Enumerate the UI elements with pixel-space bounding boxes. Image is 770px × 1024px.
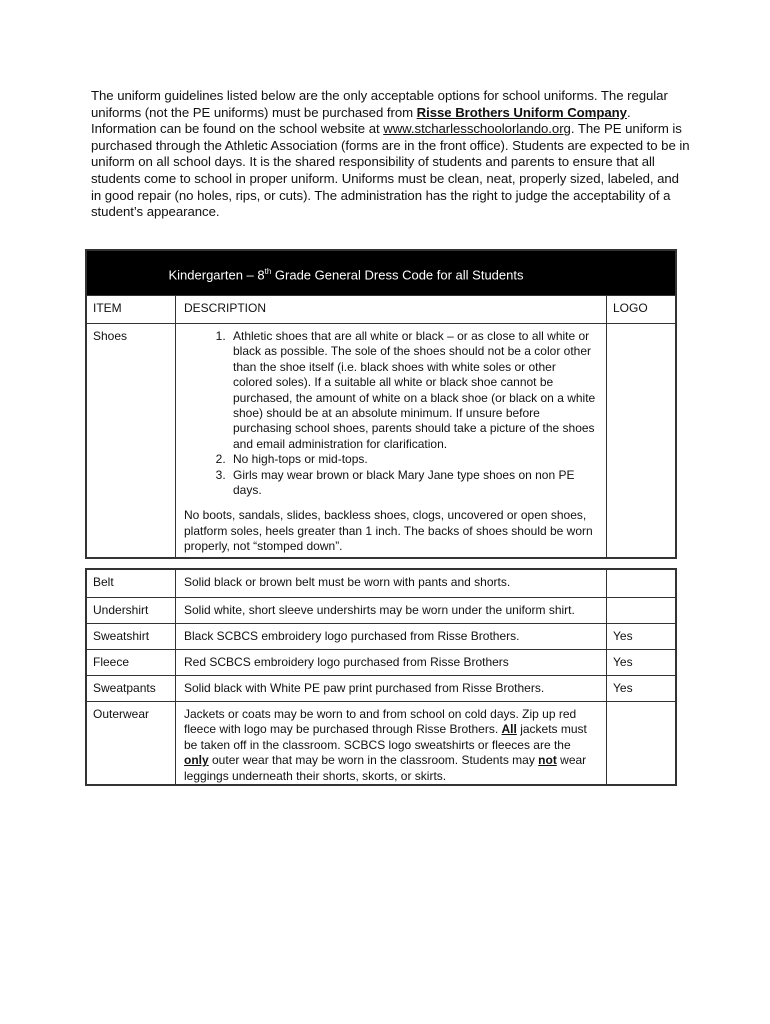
item-cell: Sweatshirt <box>86 624 176 650</box>
item-cell: Sweatpants <box>86 676 176 702</box>
table-row <box>86 598 676 624</box>
header-description: DESCRIPTION <box>176 296 607 324</box>
item-cell: Belt <box>86 569 176 598</box>
table-row <box>86 702 676 786</box>
column-header-row <box>86 296 676 324</box>
description-cell: Solid black or brown belt must be worn with pants and shorts. <box>176 569 607 598</box>
item-cell: Outerwear <box>86 702 176 786</box>
table-title: Kindergarten – 8th Grade General Dress Code for all Students <box>86 250 676 296</box>
description-cell: Solid black with White PE paw print purchased from Risse Brothers. <box>176 676 607 702</box>
description-cell: Red SCBCS embroidery logo purchased from Risse Brothers <box>176 650 607 676</box>
item-cell: Fleece <box>86 650 176 676</box>
item-cell: Undershirt <box>86 598 176 624</box>
description-cell: Solid white, short sleeve undershirts may be worn under the uniform shirt. <box>176 598 607 624</box>
dress-code-table <box>85 249 677 559</box>
header-logo: LOGO <box>607 296 677 324</box>
logo-cell: Yes <box>607 650 677 676</box>
table-row <box>86 569 676 598</box>
header-item: ITEM <box>86 296 176 324</box>
vendor-name: Risse Brothers Uniform Company <box>416 104 627 120</box>
dress-code-table-continued <box>85 568 677 786</box>
table-title-row <box>86 250 676 296</box>
intro-text: . Information can be found on the school website at <box>91 104 631 137</box>
description-cell <box>176 324 607 559</box>
logo-cell <box>607 569 677 598</box>
logo-cell <box>607 324 677 559</box>
list-item: 2. No high-tops or mid-tops. <box>229 452 598 467</box>
website-link[interactable]: www.stcharlesschoolorlando.org <box>383 121 571 137</box>
table-row <box>86 324 676 559</box>
shoes-list <box>184 329 598 498</box>
logo-cell <box>607 702 677 786</box>
table-row <box>86 624 676 650</box>
description-cell: Black SCBCS embroidery logo purchased from Risse Brothers. <box>176 624 607 650</box>
logo-cell: Yes <box>607 676 677 702</box>
shoes-note: No boots, sandals, slides, backless shoes, clogs, uncovered or open shoes, platform soles, heels greater than 1 inch. The backs of shoes should be worn properly, not “stomped down”. <box>184 508 593 554</box>
item-cell: Shoes <box>86 324 176 559</box>
intro-paragraph <box>91 88 691 221</box>
list-item: 3. Girls may wear brown or black Mary Jane type shoes on non PE days. <box>229 468 598 499</box>
logo-cell: Yes <box>607 624 677 650</box>
table-row <box>86 676 676 702</box>
table-row <box>86 650 676 676</box>
description-cell: Jackets or coats may be worn to and from school on cold days. Zip up red fleece with logo may be purchased through Risse Brothers. All jackets must be taken off in the classroom. SCBCS logo sweatshirts or fleeces are the only outer wear that may be worn in the classroom. Students may not wear leggings underneath their shorts, skorts, or skirts. <box>176 702 607 786</box>
list-item: 1. Athletic shoes that are all white or black – or as close to all white or black as possible. The sole of the shoes should not be a color other than the shoe itself (i.e. black shoes with white soles or other colored soles). If a suitable all white or black shoe cannot be purchased, the amount of white on a black shoe (or black on a white shoe) should be at an absolute minimum. If unsure before purchasing school shoes, parents should take a picture of the shoes and email administration for clarification. <box>229 329 598 452</box>
emphasis-not: not <box>538 753 557 768</box>
intro-text: . The PE uniform is purchased through the Athletic Association (forms are in the front office). Students are expected to be in uniform on all school days. It is the shared responsibility of students and parents to ensure that all students come to school in proper uniform. Uniforms must be clean, neat, properly sized, labeled, and in good repair (no holes, rips, or cuts). The administration has the right to judge the acceptability of a student’s appearance. <box>91 121 690 220</box>
emphasis-all: All <box>501 722 517 737</box>
emphasis-only: only <box>184 753 209 768</box>
logo-cell <box>607 598 677 624</box>
intro-text: The uniform guidelines listed below are the only acceptable options for school uniforms. The regular uniforms (not the PE uniforms) must be purchased from <box>91 88 668 120</box>
